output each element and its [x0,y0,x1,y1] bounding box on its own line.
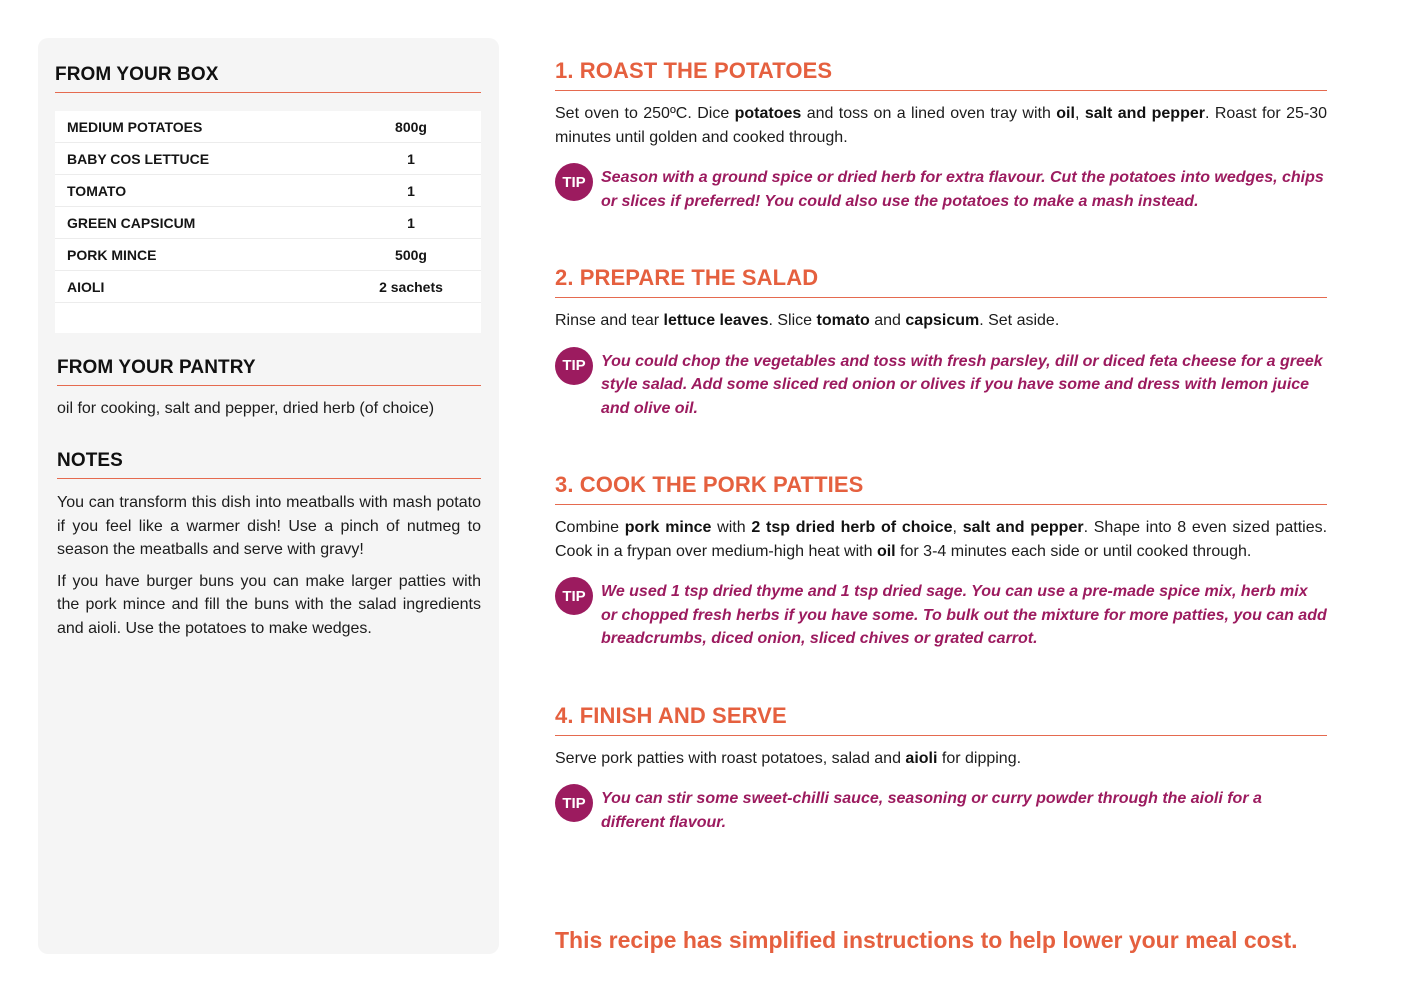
instruction-text: Rinse and tear [555,312,664,329]
instruction-text: for dipping. [937,749,1022,767]
table-row [55,111,481,143]
ingredient-quantity: 1 [407,182,415,199]
tip-badge-icon: TIP [555,347,593,385]
instruction-text: Combine [555,519,625,536]
bold-ingredient: lettuce leaves [663,312,769,329]
box-heading: FROM YOUR BOX [55,64,481,93]
bold-ingredient: oil [876,542,896,560]
ingredients-panel [38,38,499,954]
tip-text: You could chop the vegetables and toss with fresh parsley, dill or diced feta cheese for a greek style salad. Add some sliced red onion or olives if you have some and dress with lemon juice and olive oil. [601,352,1323,417]
tip-callout [555,784,1327,834]
instruction-text: with [711,519,752,536]
pantry-section [55,357,481,418]
step-title: 4. FINISH AND SERVE [555,703,1327,736]
instruction-text: . Set aside. [979,312,1060,329]
step-instructions [555,102,1327,149]
bold-ingredient: salt and pepper [1084,105,1205,122]
footer-note: This recipe has simplified instructions to help lower your meal cost. [555,927,1298,953]
notes-section [55,450,481,640]
step-1 [555,58,1327,213]
box-ingredients-table [55,111,481,333]
tip-badge-icon: TIP [555,577,593,615]
instruction-text: . Slice [768,312,817,329]
ingredient-name: BABY COS LETTUCE [67,150,210,167]
ingredient-quantity: 1 [407,150,415,167]
ingredient-quantity: 1 [407,214,415,231]
bold-ingredient: potatoes [734,105,802,122]
table-row [55,239,481,271]
step-3 [555,472,1327,651]
instruction-text: Serve pork patties with roast potatoes, salad and [555,749,906,767]
tip-badge-icon: TIP [555,163,593,201]
ingredient-name: MEDIUM POTATOES [67,118,203,135]
table-row [55,271,481,303]
step-2 [555,265,1327,420]
method-steps [555,58,1327,834]
notes-paragraph: You can transform this dish into meatballs with mash potato if you feel like a warmer dish! Use a pinch of nutmeg to season the meatballs and serve with gravy! [57,494,481,558]
bold-ingredient: salt and pepper [962,519,1084,536]
bold-ingredient: capsicum [905,312,980,329]
table-row [55,175,481,207]
tip-text: We used 1 tsp dried thyme and 1 tsp dried sage. You can use a pre-made spice mix, herb mix or chopped fresh herbs if you have some. To bulk out the mixture for more patties, you can add breadcrumbs, diced onion, sliced chives or grated carrot. [601,583,1327,647]
table-row [55,207,481,239]
step-4 [555,703,1327,835]
ingredient-quantity: 500g [395,246,427,263]
notes-heading: NOTES [57,450,481,479]
tip-callout [555,577,1327,651]
instruction-text: and [869,312,906,329]
ingredient-quantity: 800g [395,118,427,135]
tip-badge-icon: TIP [555,784,593,822]
step-title: 3. COOK THE PORK PATTIES [555,472,1327,505]
step-instructions [555,747,1327,771]
notes-paragraph: If you have burger buns you can make larger patties with the pork mince and fill the buns with the salad ingredients and aioli. Use the potatoes to make wedges. [57,572,481,637]
bold-ingredient: aioli [905,749,938,767]
instruction-text: , [1074,105,1085,122]
instruction-text: , [952,519,963,536]
ingredient-name: PORK MINCE [67,246,157,263]
table-row [55,143,481,175]
instruction-text: . Roast for 25-30 minutes until golden and cooked through. [555,105,1328,146]
tip-callout [555,163,1327,213]
bold-ingredient: 2 tsp dried herb of choice [751,519,953,536]
tip-text: Season with a ground spice or dried herb for extra flavour. Cut the potatoes into wedges, chips or slices if preferred! You could also use the potatoes to make a mash instead. [601,169,1324,210]
step-title: 1. ROAST THE POTATOES [555,58,1327,91]
bold-ingredient: tomato [816,312,870,329]
tip-callout [555,347,1327,421]
instruction-text: for 3-4 minutes each side or until cooked through. [895,542,1252,560]
pantry-text: oil for cooking, salt and pepper, dried herb (of choice) [57,400,435,417]
ingredient-name: AIOLI [67,278,105,295]
bold-ingredient: pork mince [624,519,712,536]
instruction-text: Set oven to 250ºC. Dice [555,105,735,122]
instruction-text: . Shape into 8 even sized patties. Cook in a frypan over medium-high heat with [555,519,1328,560]
bold-ingredient: oil [1056,105,1075,122]
step-instructions [555,516,1327,563]
tip-text: You can stir some sweet-chilli sauce, seasoning or curry powder through the aioli for a different flavour. [601,790,1262,831]
step-title: 2. PREPARE THE SALAD [555,265,1327,298]
step-instructions [555,309,1327,333]
instruction-text: and toss on a lined oven tray with [801,105,1057,122]
ingredient-name: TOMATO [67,182,127,199]
pantry-heading: FROM YOUR PANTRY [57,357,481,386]
ingredient-quantity: 2 sachets [379,278,443,295]
ingredient-name: GREEN CAPSICUM [67,214,196,231]
